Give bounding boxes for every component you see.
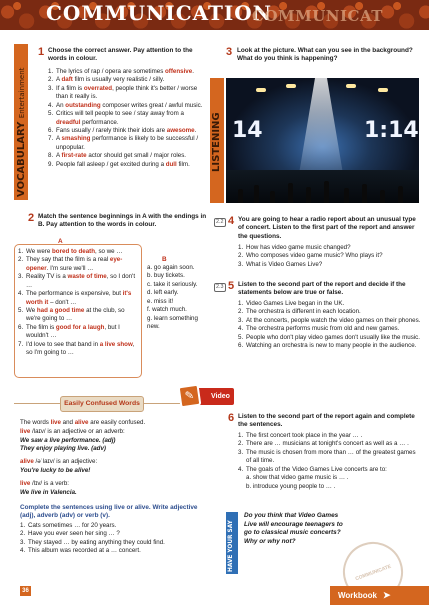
exercise-4-item bbox=[238, 261, 422, 269]
exercise-3-instruction: Look at the picture. What can you see in the background? What do you think is happening? bbox=[237, 47, 413, 63]
item-text bbox=[26, 248, 140, 256]
highlighted-word: eye-opener bbox=[26, 256, 123, 272]
item-number: 1. bbox=[238, 432, 244, 439]
highlighted-word: dull bbox=[165, 160, 177, 168]
item-text: People who don't play video games don't usually like the music. bbox=[246, 333, 420, 341]
item-text-post: . bbox=[192, 68, 194, 75]
exercise-2-number: 2 bbox=[28, 212, 35, 224]
highlighted-word: outstanding bbox=[65, 101, 101, 109]
item-number: 4. bbox=[238, 465, 244, 473]
item-text-post: film is usually very realistic / silly. bbox=[72, 76, 165, 84]
item-text bbox=[56, 135, 208, 152]
column-a-list bbox=[18, 248, 140, 357]
item-text-post: , so I'm going to … bbox=[26, 340, 135, 357]
item-text-post: . I'm sure we'll … bbox=[46, 264, 94, 272]
exercise-1-item bbox=[48, 152, 208, 160]
column-b-item: c. take it seriously. bbox=[147, 280, 198, 288]
item-text-pre: The performance is expensive, but bbox=[26, 290, 123, 298]
item-text-pre: If a film is bbox=[56, 84, 84, 92]
column-a-item bbox=[18, 273, 140, 290]
highlighted-word: a live show bbox=[99, 340, 133, 348]
arrow-icon: ➤ bbox=[382, 590, 391, 600]
musician bbox=[324, 181, 329, 203]
exercise-2-instruction: Match the sentence beginnings in A with the endings in B. Pay attention to the words in colour. bbox=[38, 213, 207, 229]
exercise-6-list bbox=[238, 432, 422, 491]
column-a-label: A bbox=[58, 238, 63, 245]
item-text-pre: People fall asleep / get excited during a bbox=[56, 160, 166, 168]
highlighted-word: good for a laugh bbox=[55, 323, 105, 331]
item-text bbox=[26, 290, 140, 307]
item-text-post: actor should get small / major roles. bbox=[86, 152, 187, 160]
item-text-post: , so I don't … bbox=[26, 273, 136, 289]
page-number: 36 bbox=[20, 586, 31, 596]
item-number: 5. bbox=[18, 306, 24, 314]
item-number: 2. bbox=[238, 252, 244, 260]
item-text bbox=[26, 256, 140, 273]
item-text-post: film. bbox=[176, 160, 190, 168]
item-text: Cats sometimes … for 20 years. bbox=[28, 522, 117, 529]
item-text-post: , so we … bbox=[95, 248, 123, 255]
item-text: There are … musicians at tonight's concert as well as a … . bbox=[246, 440, 409, 448]
item-number: 2. bbox=[238, 308, 244, 316]
item-text bbox=[56, 102, 208, 110]
item-number: 3. bbox=[48, 84, 54, 92]
item-text-pre: Reality TV is a bbox=[26, 273, 68, 281]
item-number: 3. bbox=[18, 273, 24, 281]
exercise-4-instruction: You are going to hear a radio report about an unusual type of concert. Listen to the first part of the report and answer the questions. bbox=[238, 216, 416, 240]
ecw-intro: The words live and alive are easily confused. bbox=[20, 419, 146, 426]
item-text-post: . bbox=[194, 126, 197, 134]
item-number: 1. bbox=[238, 244, 244, 251]
ecw-alive: alive /əˈlaɪv/ is an adjective: You're lucky to be alive! bbox=[20, 458, 98, 474]
exercise-5-number: 5 bbox=[228, 280, 235, 292]
item-number: 4. bbox=[18, 290, 24, 298]
musician bbox=[306, 187, 311, 203]
item-number: 4. bbox=[48, 101, 54, 109]
item-number: 5. bbox=[48, 110, 54, 118]
stage-lamp bbox=[378, 88, 388, 92]
musician bbox=[270, 191, 275, 203]
have-your-say-text: Do you think that Video Games Live will encourage teenagers to go to classical music concerts? Why or why not? bbox=[244, 512, 343, 545]
header-banner bbox=[0, 0, 429, 30]
item-text: At the concerts, people watch the video games on their phones. bbox=[246, 316, 421, 324]
ecw-task: Complete the sentences using live or alive. Write adjective (adj), adverb (adv) or verb (v). bbox=[20, 504, 198, 520]
column-b-item: g. learn something new. bbox=[147, 314, 198, 330]
exercise-5-item bbox=[238, 342, 422, 350]
item-text-pre: The film is bbox=[26, 323, 56, 331]
listening-label: LISTENING bbox=[211, 112, 222, 172]
column-a-item bbox=[18, 324, 140, 341]
highlighted-word: daft bbox=[61, 76, 73, 84]
item-text: The orchestra is different in each location. bbox=[246, 308, 361, 316]
exercise-1-number: 1 bbox=[38, 46, 45, 58]
ecw-item bbox=[20, 539, 215, 547]
highlighted-word: dreadful bbox=[56, 118, 81, 126]
exercise-1-item bbox=[48, 110, 208, 127]
exercise-3-number: 3 bbox=[226, 46, 233, 58]
column-b-item: f. watch much. bbox=[147, 306, 187, 314]
item-text: Video Games Live began in the UK. bbox=[246, 300, 345, 307]
highlighted-word: first-rate bbox=[61, 152, 87, 160]
column-a-item bbox=[18, 341, 140, 358]
audio-track-icon[interactable]: 2.3 bbox=[216, 284, 224, 290]
item-text-post: composer writes great / awful music. bbox=[100, 101, 203, 109]
item-number: 3. bbox=[20, 538, 26, 546]
stage-lamp bbox=[346, 84, 356, 88]
item-text bbox=[56, 85, 208, 102]
exercise-1-item bbox=[48, 135, 208, 152]
item-text bbox=[56, 76, 208, 84]
item-text: What is Video Games Live? bbox=[246, 260, 323, 268]
highlighted-word: had a good time bbox=[36, 306, 85, 314]
exercise-6-instruction: Listen to the second part of the report again and complete the sentences. bbox=[238, 413, 415, 429]
ecw-live-adj: live /laɪv/ is an adjective or an adverb: We saw a live performance. (adj) They enjoy playing live. (adv) bbox=[20, 428, 125, 453]
item-text bbox=[56, 127, 208, 135]
exercise-6-item bbox=[238, 449, 422, 466]
musician bbox=[398, 186, 403, 203]
item-text-pre: Critics will tell people to see / stay away from a bbox=[56, 110, 184, 118]
exercise-5-item bbox=[238, 334, 422, 342]
item-number: 2. bbox=[238, 440, 244, 448]
item-text bbox=[26, 273, 140, 290]
item-text-pre: We were bbox=[26, 248, 53, 255]
item-text: Watching an orchestra is new to many people in the audience. bbox=[246, 342, 417, 350]
video-button[interactable]: Video bbox=[196, 388, 234, 405]
item-text bbox=[26, 324, 140, 341]
exercise-4-item bbox=[238, 252, 422, 260]
easily-confused-words-title: Easily Confused Words bbox=[60, 396, 144, 412]
exercise-4-item bbox=[238, 244, 422, 252]
column-b-item: d. left early. bbox=[147, 289, 179, 297]
item-number: 6. bbox=[48, 126, 54, 134]
item-number: 1. bbox=[238, 300, 244, 307]
column-a-item bbox=[18, 290, 140, 307]
video-pen-icon[interactable]: ✎ bbox=[178, 384, 202, 409]
item-number: 6. bbox=[18, 323, 24, 331]
column-b-item: e. miss it! bbox=[147, 297, 174, 305]
exercise-5-list bbox=[238, 300, 422, 351]
exercise-6-item bbox=[238, 432, 422, 440]
item-number: 6. bbox=[238, 342, 244, 350]
item-text-pre: I'd love to see that band in bbox=[26, 340, 100, 348]
item-number: 3. bbox=[238, 316, 244, 324]
item-text: The orchestra performs music from old and new games. bbox=[246, 325, 400, 333]
column-a-item bbox=[18, 307, 140, 324]
exercise-6-number: 6 bbox=[228, 412, 235, 424]
item-text-post: , but I wouldn't … bbox=[26, 323, 120, 340]
ecw-list bbox=[20, 522, 215, 556]
item-number: 9. bbox=[48, 160, 54, 168]
exercise-6-item bbox=[238, 483, 422, 491]
item-text-pre: They say that the film is a real bbox=[26, 256, 110, 264]
concert-photo bbox=[226, 78, 419, 203]
item-text bbox=[56, 161, 208, 169]
item-text: They stayed … by eating anything they could find. bbox=[28, 538, 165, 546]
ecw-live-verb: live /lɪv/ is a verb: We live in Valencia. bbox=[20, 480, 77, 496]
exercise-5-item bbox=[238, 300, 422, 308]
exercise-1-item bbox=[48, 68, 208, 76]
item-text bbox=[56, 152, 208, 160]
item-number bbox=[238, 474, 246, 482]
exercise-1-item bbox=[48, 85, 208, 102]
exercise-4-list bbox=[238, 244, 422, 269]
exercise-6-item bbox=[238, 474, 422, 482]
item-number: 1. bbox=[20, 522, 26, 529]
item-number: 2. bbox=[48, 76, 54, 84]
item-number: 7. bbox=[18, 340, 24, 348]
ecw-item bbox=[20, 522, 215, 530]
item-text-post: performance. bbox=[80, 118, 119, 126]
stage-lamp bbox=[256, 88, 266, 92]
item-text-post: , people think it's better / worse than it really is. bbox=[56, 84, 198, 101]
item-text bbox=[26, 307, 140, 324]
musician bbox=[380, 190, 385, 203]
item-text: This album was recorded at a … concert. bbox=[28, 547, 141, 555]
item-text-pre: We bbox=[26, 306, 37, 314]
item-number: 5. bbox=[238, 333, 244, 341]
highlighted-word: offensive bbox=[165, 68, 193, 75]
ecw-item bbox=[20, 530, 215, 538]
item-text bbox=[56, 68, 208, 76]
item-number: 3. bbox=[238, 260, 244, 268]
item-number: 3. bbox=[238, 448, 244, 456]
section-title: COMMUNICATION bbox=[46, 1, 272, 25]
item-text: The goals of the Video Games Live concerts are to: bbox=[246, 465, 387, 473]
item-text-post: at the club, so we're going to … bbox=[26, 306, 125, 323]
item-number: 1. bbox=[18, 248, 24, 255]
screen-right-number: 1:14 bbox=[364, 118, 419, 143]
item-text bbox=[56, 110, 208, 127]
item-number: 8. bbox=[48, 152, 54, 160]
musician bbox=[344, 188, 349, 203]
item-text-pre: A bbox=[56, 152, 62, 160]
musician bbox=[254, 185, 259, 203]
column-a-item bbox=[18, 256, 140, 273]
item-text-pre: An bbox=[56, 101, 66, 109]
item-text: a. show that video game music is … . bbox=[246, 474, 349, 482]
exercise-1-item bbox=[48, 102, 208, 110]
item-text-pre: The lyrics of rap / opera are sometimes bbox=[56, 68, 166, 75]
workbook-button[interactable] bbox=[330, 586, 429, 605]
exercise-1-item bbox=[48, 127, 208, 135]
audio-track-icon[interactable]: 2.2 bbox=[216, 219, 224, 225]
screen-left-number: 14 bbox=[232, 118, 263, 143]
section-title-ghost: COMMUNICAT bbox=[252, 7, 383, 25]
exercise-1-instruction: Choose the correct answer. Pay attention to the words in colour. bbox=[48, 47, 193, 63]
highlighted-word: overrated bbox=[83, 84, 113, 92]
item-text: The music is chosen from more than … of the greatest games of all time. bbox=[246, 448, 416, 465]
highlighted-word: bored to death bbox=[52, 248, 95, 255]
item-text-pre: A bbox=[56, 135, 62, 143]
column-b-list bbox=[147, 264, 199, 331]
communicate-stamp: COMMUNICATE bbox=[335, 534, 412, 607]
have-your-say-label: HAVE YOUR SAY bbox=[228, 520, 234, 572]
column-b-item: b. buy tickets. bbox=[147, 272, 185, 280]
exercise-5-item bbox=[238, 308, 422, 316]
item-number: 2. bbox=[18, 256, 24, 264]
column-a-item bbox=[18, 248, 140, 256]
orchestra-stage bbox=[226, 170, 419, 203]
item-text-post: – don't … bbox=[48, 298, 77, 306]
ecw-item bbox=[20, 547, 215, 555]
item-text-pre: A bbox=[56, 76, 62, 84]
exercise-5-item bbox=[238, 317, 422, 325]
column-b-item: a. go again soon. bbox=[147, 264, 195, 271]
item-text: Who composes video game music? Who plays it? bbox=[246, 252, 383, 260]
highlighted-word: it's worth it bbox=[26, 290, 132, 306]
stage-lamp bbox=[286, 84, 296, 88]
musician bbox=[238, 189, 243, 203]
item-text-pre: Fans usually / rarely think their idols are bbox=[56, 126, 167, 134]
exercise-5-instruction: Listen to the second part of the report and decide if the statements below are true or false. bbox=[238, 281, 406, 297]
vocabulary-label: VOCABULARY Entertainment bbox=[16, 67, 27, 197]
exercise-6-item bbox=[238, 440, 422, 448]
item-text: The first concert took place in the year … . bbox=[246, 432, 363, 439]
exercise-1-item bbox=[48, 76, 208, 84]
item-number bbox=[238, 483, 246, 491]
musician bbox=[288, 183, 293, 203]
column-b-label: B bbox=[162, 256, 167, 263]
exercise-1-item bbox=[48, 161, 208, 169]
highlighted-word: waste of time bbox=[67, 273, 107, 281]
item-text-post: performance is likely to be successful / unpopular. bbox=[56, 135, 199, 151]
item-number: 1. bbox=[48, 68, 54, 75]
workbook-label: Workbook bbox=[338, 591, 377, 600]
exercise-6-item bbox=[238, 466, 422, 474]
item-text: How has video game music changed? bbox=[246, 244, 351, 251]
highlighted-word: smashing bbox=[61, 135, 91, 143]
exercise-4-number: 4 bbox=[228, 215, 235, 227]
item-number: 4. bbox=[238, 325, 244, 333]
exercise-1-list bbox=[48, 68, 208, 169]
item-text: Have you ever seen her sing … ? bbox=[28, 530, 120, 538]
exercise-5-item bbox=[238, 325, 422, 333]
item-text bbox=[26, 341, 140, 358]
highlighted-word: awesome bbox=[166, 126, 195, 134]
item-number: 2. bbox=[20, 530, 26, 538]
item-text: b. introduce young people to … . bbox=[246, 482, 336, 490]
item-number: 7. bbox=[48, 135, 54, 143]
musician bbox=[362, 184, 367, 203]
item-number: 4. bbox=[20, 547, 26, 555]
